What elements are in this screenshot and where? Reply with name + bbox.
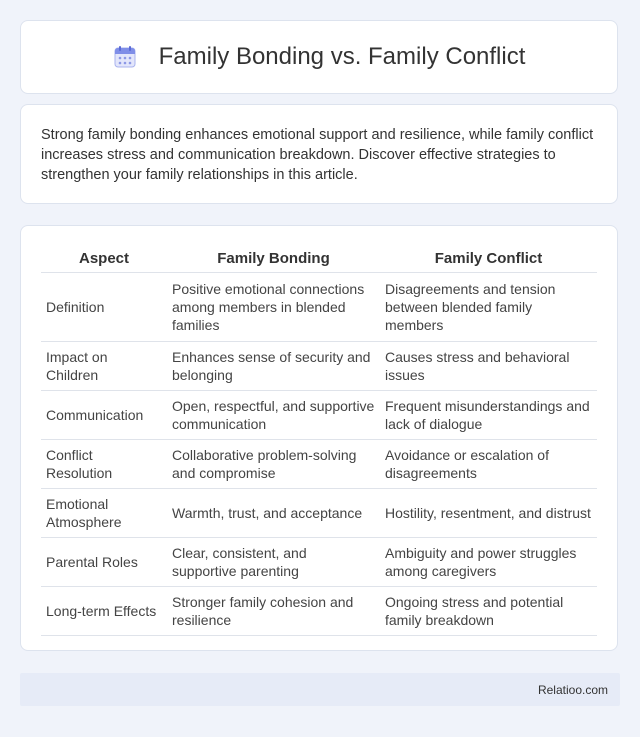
table-row: [41, 391, 597, 440]
table-row: [41, 489, 597, 538]
aspect-cell: Long-term Effects: [41, 587, 167, 636]
aspect-cell: Emotional Atmosphere: [41, 489, 167, 538]
aspect-cell: Definition: [41, 273, 167, 342]
conflict-cell: Frequent misunderstandings and lack of dialogue: [380, 391, 597, 440]
column-header-conflict: Family Conflict: [380, 246, 597, 273]
bonding-cell: Clear, consistent, and supportive parenting: [167, 538, 380, 587]
conflict-cell: Ongoing stress and potential family breakdown: [380, 587, 597, 636]
intro-card: [20, 104, 618, 204]
footer: [20, 673, 620, 706]
bonding-cell: Collaborative problem-solving and compromise: [167, 440, 380, 489]
bonding-cell: Enhances sense of security and belonging: [167, 342, 380, 391]
table-header-row: [41, 246, 597, 273]
conflict-cell: Disagreements and tension between blended family members: [380, 273, 597, 342]
conflict-cell: Ambiguity and power struggles among caregivers: [380, 538, 597, 587]
column-header-aspect: Aspect: [41, 246, 167, 273]
comparison-table: [41, 246, 597, 636]
title-card: [20, 20, 618, 94]
aspect-cell: Impact on Children: [41, 342, 167, 391]
conflict-cell: Hostility, resentment, and distrust: [380, 489, 597, 538]
intro-text: Strong family bonding enhances emotional support and resilience, while family conflict increases stress and communication breakdown. Discover effective strategies to strengthen your family relationships in this article.: [41, 127, 594, 183]
aspect-cell: Conflict Resolution: [41, 440, 167, 489]
bonding-cell: Open, respectful, and supportive communication: [167, 391, 380, 440]
bonding-cell: Stronger family cohesion and resilience: [167, 587, 380, 636]
table-row: [41, 273, 597, 342]
footer-brand: Relatioo.com: [537, 682, 608, 697]
comparison-table-card: [20, 225, 618, 651]
bonding-cell: Warmth, trust, and acceptance: [167, 489, 380, 538]
aspect-cell: Parental Roles: [41, 538, 167, 587]
calendar-icon: [113, 45, 137, 69]
conflict-cell: Causes stress and behavioral issues: [380, 342, 597, 391]
table-row: [41, 587, 597, 636]
table-row: [41, 538, 597, 587]
table-row: [41, 342, 597, 391]
table-row: [41, 440, 597, 489]
aspect-cell: Communication: [41, 391, 167, 440]
bonding-cell: Positive emotional connections among members in blended families: [167, 273, 380, 342]
conflict-cell: Avoidance or escalation of disagreements: [380, 440, 597, 489]
column-header-bonding: Family Bonding: [167, 246, 380, 273]
page-title: Family Bonding vs. Family Conflict: [158, 43, 526, 70]
